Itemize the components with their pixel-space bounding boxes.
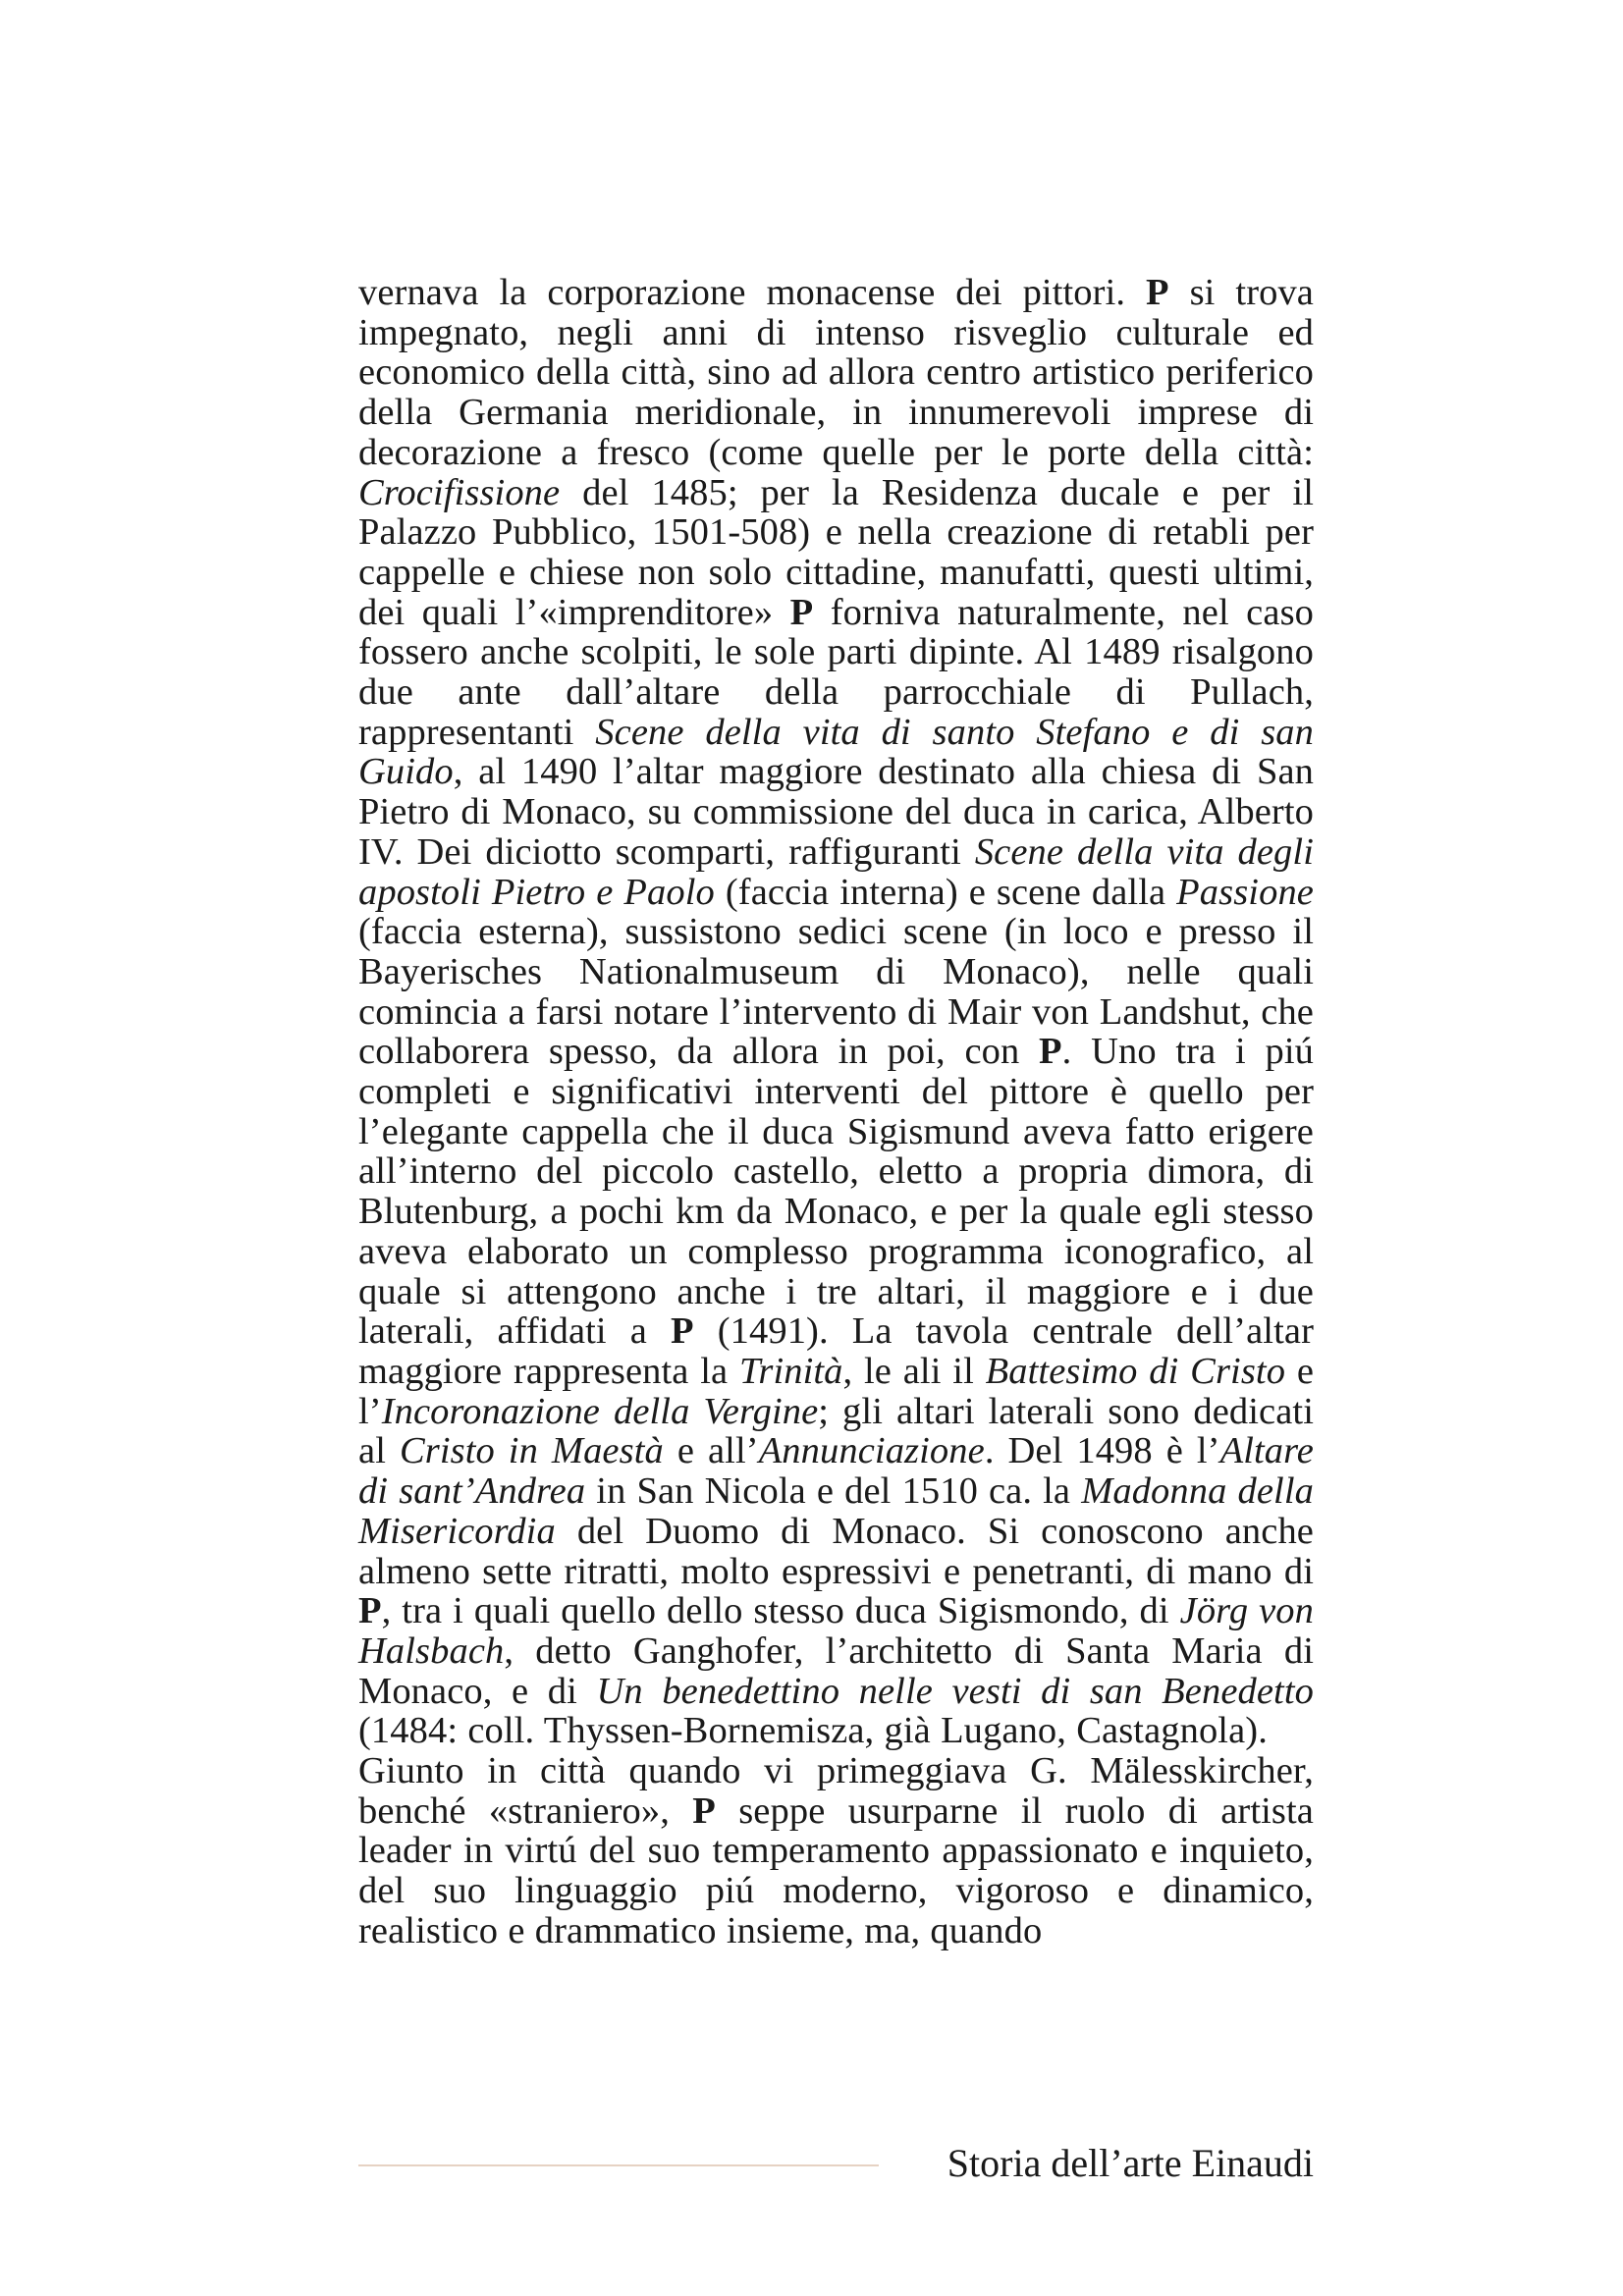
- author-abbrev: P: [1039, 1031, 1062, 1073]
- text-run: vernava la corporazione monacense dei pittori.: [358, 272, 1147, 313]
- text-run: , detto Ganghofer, l’architetto di Santa Maria di Monaco, e di: [358, 1629, 1314, 1712]
- text-run: (1491). La tavola centrale dell’altar maggiore rappresenta la: [358, 1310, 1314, 1392]
- author-abbrev: P: [789, 591, 814, 633]
- text-run: , al 1490 l’altar maggiore destinato alla chiesa di San Pietro di Monaco, su commissione del duca in carica, Alberto IV. Dei diciotto scomparti, raffiguranti: [358, 751, 1314, 873]
- body-text: [358, 273, 1314, 1951]
- artwork-title: Altare di sant’Andrea: [358, 1430, 1314, 1513]
- text-run: (faccia interna) e scene dalla: [714, 871, 1177, 913]
- text-run: . Uno tra i piú completi e significativi interventi del pittore è quello per l’elegante cappella che il duca Sigismund aveva fatto erigere all’interno del piccolo castello, eletto a propria dimora, di Blutenburg, a pochi km da Monaco, e per la quale egli stesso aveva elaborato un complesso programma iconografico, al quale si attengono anche i tre altari, il maggiore e i due laterali, affidati a: [358, 1031, 1314, 1353]
- author-abbrev: P: [692, 1789, 716, 1832]
- author-abbrev: P: [358, 1590, 382, 1632]
- artwork-title: Un benedettino nelle vesti di san Benedetto: [596, 1670, 1314, 1712]
- artwork-title: Cristo in Maestà: [399, 1430, 664, 1472]
- text-run: . Del 1498 è l’: [984, 1430, 1220, 1472]
- text-run: del Duomo di Monaco. Si conoscono anche almeno sette ritratti, molto espressivi e penetranti, di mano di: [358, 1510, 1314, 1592]
- text-run: seppe usurparne il ruolo di artista leader in virtú del suo temperamento appassionato e inquieto, del suo linguaggio piú moderno, vigoroso e dinamico, realistico e drammatico insieme, ma, quando: [358, 1789, 1314, 1951]
- text-run: e l’: [358, 1350, 1315, 1432]
- artwork-title: Crocifissione: [358, 471, 561, 513]
- paragraph-2: [358, 1751, 1314, 1951]
- artwork-title: Annunciazione: [758, 1430, 985, 1472]
- artwork-title: Incoronazione della Vergine: [381, 1390, 819, 1432]
- author-abbrev: P: [671, 1310, 694, 1353]
- footer-title: Storia dell’arte Einaudi: [947, 2141, 1314, 2185]
- text-run: ; gli altari laterali sono dedicati al: [358, 1390, 1315, 1472]
- text-run: e all’: [663, 1430, 759, 1472]
- text-run: , le ali il: [842, 1350, 986, 1392]
- text-run: , tra i quali quello dello stesso duca Sigismondo, di: [381, 1590, 1180, 1632]
- author-abbrev: P: [1146, 272, 1169, 313]
- text-run: (faccia esterna), sussistono sedici scene (in loco e presso il Bayerisches Nationalmuseum di Monaco), nelle quali comincia a farsi notare l’intervento di Mair von Landshut, che collaborera spesso, da allora in poi, con: [358, 911, 1314, 1073]
- text-run: forniva naturalmente, nel caso fossero anche scolpiti, le sole parti dipinte. Al 1489 risalgono due ante dall’altare della parrocchiale di Pullach, rappresentanti: [358, 591, 1314, 753]
- artwork-title: Scene della vita di santo Stefano e di san Guido: [358, 711, 1314, 793]
- text-run: (1484: coll. Thyssen-Bornemisza, già Lugano, Castagnola).: [358, 1710, 1268, 1752]
- artwork-title: Battesimo di Cristo: [985, 1350, 1286, 1392]
- paragraph-1: [358, 273, 1314, 1751]
- artwork-title: Trinità: [738, 1350, 843, 1392]
- text-run: in San Nicola e del 1510 ca. la: [585, 1470, 1082, 1513]
- text-run: del 1485; per la Residenza ducale e per il Palazzo Pubblico, 1501-508) e nella creazione di retabli per cappelle e chiese non solo cittadine, manufatti, questi ultimi, dei quali l’«imprenditore»: [358, 471, 1314, 633]
- text-run: Giunto in città quando vi primeggiava G. Mälesskircher, benché «straniero»,: [358, 1750, 1314, 1832]
- artwork-title: Passione: [1176, 871, 1314, 913]
- footer-divider: [358, 2164, 879, 2166]
- artwork-title: Madonna della Misericordia: [358, 1470, 1314, 1552]
- artwork-title: Scene della vita degli apostoli Pietro e Paolo: [358, 830, 1314, 913]
- artwork-title: Jörg von Halsbach: [358, 1590, 1314, 1672]
- text-run: si trova impegnato, negli anni di intenso risveglio culturale ed economico della città, sino ad allora centro artistico periferico della Germania meridionale, in innumerevoli imprese di decorazione a fresco (come quelle per le porte della città:: [358, 272, 1314, 473]
